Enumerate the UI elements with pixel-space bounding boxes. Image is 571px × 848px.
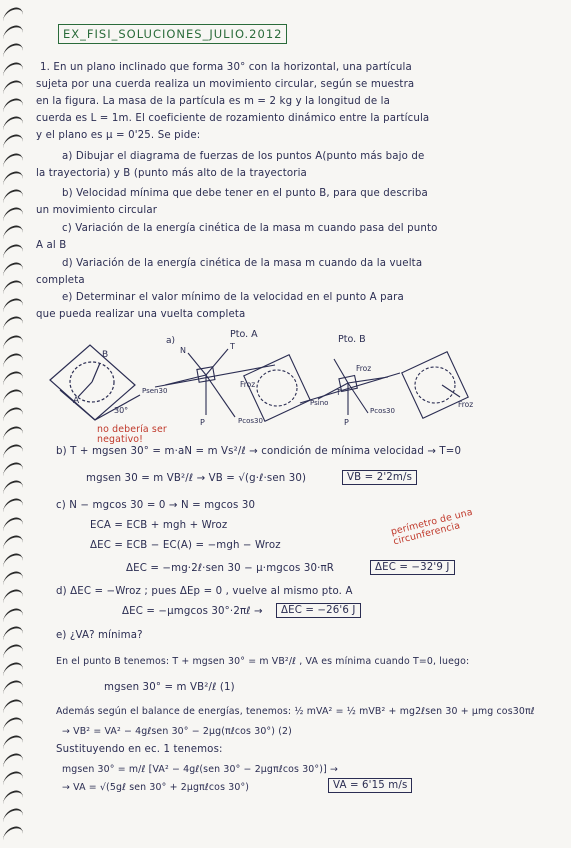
spiral-ring: [3, 533, 23, 550]
svg-text:30°: 30°: [114, 406, 129, 415]
spiral-ring: [3, 187, 23, 204]
solution-line-e: → VA = √(5gℓ sen 30° + 2μgπℓcos 30°): [62, 782, 250, 793]
solution-line-d: d) ΔEC = −Wroz ; pues ΔEp = 0 , vuelve al mismo pto. A: [56, 586, 353, 597]
svg-text:T: T: [336, 388, 341, 397]
spiral-ring: [3, 696, 23, 713]
diagram-point-a: [155, 349, 310, 421]
problem-line: e) Determinar el valor mínimo de la velocidad en el punto A para: [62, 292, 404, 303]
fig-label-pto-b: Pto. B: [338, 334, 366, 345]
spiral-ring: [3, 551, 23, 568]
svg-text:P: P: [344, 418, 349, 427]
spiral-ring: [3, 442, 23, 459]
spiral-ring: [3, 369, 23, 386]
spiral-ring: [3, 806, 23, 823]
solution-line-d: ΔEC = −μmgcos 30°·2πℓ →: [122, 606, 263, 617]
solution-line-b: mgsen 30 = m VB²/ℓ → VB = √(g·ℓ·sen 30): [86, 473, 307, 484]
solution-line-e: e) ¿VA? mínima?: [56, 630, 143, 641]
spiral-ring: [3, 169, 23, 186]
solution-line-b: b) T + mgsen 30° = m·aN = m Vs²/ℓ → condición de mínima velocidad → T=0: [56, 446, 462, 457]
problem-line: c) Variación de la energía cinética de la masa m cuando pasa del punto: [62, 223, 438, 234]
spiral-ring: [3, 96, 23, 113]
spiral-ring: [3, 5, 23, 22]
problem-line: A al B: [36, 240, 67, 251]
spiral-ring: [3, 41, 23, 58]
spiral-ring: [3, 223, 23, 240]
annotation-note: no debería ser negativo!: [97, 424, 167, 445]
svg-text:A: A: [73, 396, 80, 406]
spiral-ring: [3, 260, 23, 277]
svg-text:P: P: [200, 418, 205, 427]
spiral-binding: [0, 0, 26, 848]
spiral-ring: [3, 114, 23, 131]
result-box-d: ΔEC = −26'6 J: [276, 603, 361, 618]
svg-text:B: B: [102, 350, 109, 360]
problem-line: b) Velocidad mínima que debe tener en el punto B, para que describa: [62, 188, 428, 199]
problem-line: un movimiento circular: [36, 205, 158, 216]
spiral-ring: [3, 278, 23, 295]
result-box-b: VB = 2'2m/s: [342, 470, 417, 485]
spiral-ring: [3, 514, 23, 531]
fig-label-pto-a: Pto. A: [230, 329, 258, 340]
spiral-ring: [3, 205, 23, 222]
spiral-ring: [3, 78, 23, 95]
spiral-ring: [3, 314, 23, 331]
spiral-ring: [3, 569, 23, 586]
solution-line-c: ΔEC = ECB − EC(A) = −mgh − Wroz: [90, 540, 281, 551]
problem-line: a) Dibujar el diagrama de fuerzas de los puntos A(punto más bajo de: [62, 151, 425, 162]
spiral-ring: [3, 678, 23, 695]
solution-line-c: ECA = ECB + mgh + Wroz: [90, 520, 228, 531]
svg-text:Froz: Froz: [240, 380, 256, 389]
solution-line-e: Sustituyendo en ec. 1 tenemos:: [56, 744, 223, 755]
spiral-ring: [3, 460, 23, 477]
solution-line-e: mgsen 30° = m/ℓ [VA² − 4gℓ(sen 30° − 2μgπℓcos 30°)] →: [62, 764, 339, 775]
spiral-ring: [3, 787, 23, 804]
problem-line: completa: [36, 275, 85, 286]
spiral-ring: [3, 478, 23, 495]
spiral-ring: [3, 751, 23, 768]
problem-line: 1. En un plano inclinado que forma 30° con la horizontal, una partícula: [40, 62, 412, 73]
svg-text:Froz: Froz: [356, 364, 372, 373]
spiral-ring: [3, 715, 23, 732]
spiral-ring: [3, 23, 23, 40]
spiral-ring: [3, 605, 23, 622]
spiral-ring: [3, 296, 23, 313]
svg-text:Psen30: Psen30: [142, 387, 168, 395]
problem-line: sujeta por una cuerda realiza un movimiento circular, según se muestra: [36, 79, 415, 90]
spiral-ring: [3, 496, 23, 513]
svg-text:Pcos30: Pcos30: [370, 407, 395, 415]
solution-line-e: Además según el balance de energías, tenemos: ½ mVA² = ½ mVB² + mg2ℓsen 30 + μmg cos30πℓ: [56, 706, 535, 717]
result-box-c: ΔEC = −32'9 J: [370, 560, 455, 575]
problem-line: la trayectoria) y B (punto más alto de la trayectoria: [36, 168, 307, 179]
page-title: EX_FISI_SOLUCIONES_JULIO.2012: [58, 24, 287, 44]
spiral-ring: [3, 387, 23, 404]
spiral-ring: [3, 769, 23, 786]
spiral-ring: [3, 241, 23, 258]
annotation-note: perímetro de una circunferencia: [389, 506, 474, 548]
spiral-ring: [3, 733, 23, 750]
svg-text:T: T: [230, 342, 235, 351]
spiral-ring: [3, 59, 23, 76]
solution-line-e: En el punto B tenemos: T + mgsen 30° = m VB²/ℓ , VA es mínima cuando T=0, luego:: [56, 656, 470, 667]
solution-line-e: → VB² = VA² − 4gℓsen 30° − 2μg(πℓcos 30°) (2): [62, 726, 292, 737]
spiral-ring: [3, 587, 23, 604]
spiral-ring: [3, 150, 23, 167]
spiral-ring: [3, 642, 23, 659]
spiral-ring: [3, 624, 23, 641]
spiral-ring: [3, 132, 23, 149]
svg-text:Pcos30: Pcos30: [238, 417, 263, 425]
spiral-ring: [3, 824, 23, 841]
fig-label-a: a): [166, 336, 176, 346]
svg-text:Froz: Froz: [458, 400, 474, 409]
spiral-ring: [3, 405, 23, 422]
problem-line: en la figura. La masa de la partícula es m = 2 kg y la longitud de la: [36, 96, 391, 107]
svg-text:N: N: [180, 346, 186, 355]
spiral-ring: [3, 660, 23, 677]
solution-line-c: ΔEC = −mg·2ℓ·sen 30 − μ·mgcos 30·πR: [126, 563, 335, 574]
solution-line-c: c) N − mgcos 30 = 0 → N = mgcos 30: [56, 500, 256, 511]
result-box-e: VA = 6'15 m/s: [328, 778, 412, 793]
svg-text:Psino: Psino: [310, 399, 329, 407]
spiral-ring: [3, 351, 23, 368]
spiral-ring: [3, 423, 23, 440]
solution-line-e: mgsen 30° = m VB²/ℓ (1): [104, 682, 235, 693]
problem-line: y el plano es μ = 0'25. Se pide:: [36, 130, 201, 141]
problem-line: d) Variación de la energía cinética de la masa m cuando da la vuelta: [62, 258, 423, 269]
problem-line: que pueda realizar una vuelta completa: [36, 309, 246, 320]
problem-line: cuerda es L = 1m. El coeficiente de rozamiento dinámico entre la partícula: [36, 113, 430, 124]
spiral-ring: [3, 332, 23, 349]
